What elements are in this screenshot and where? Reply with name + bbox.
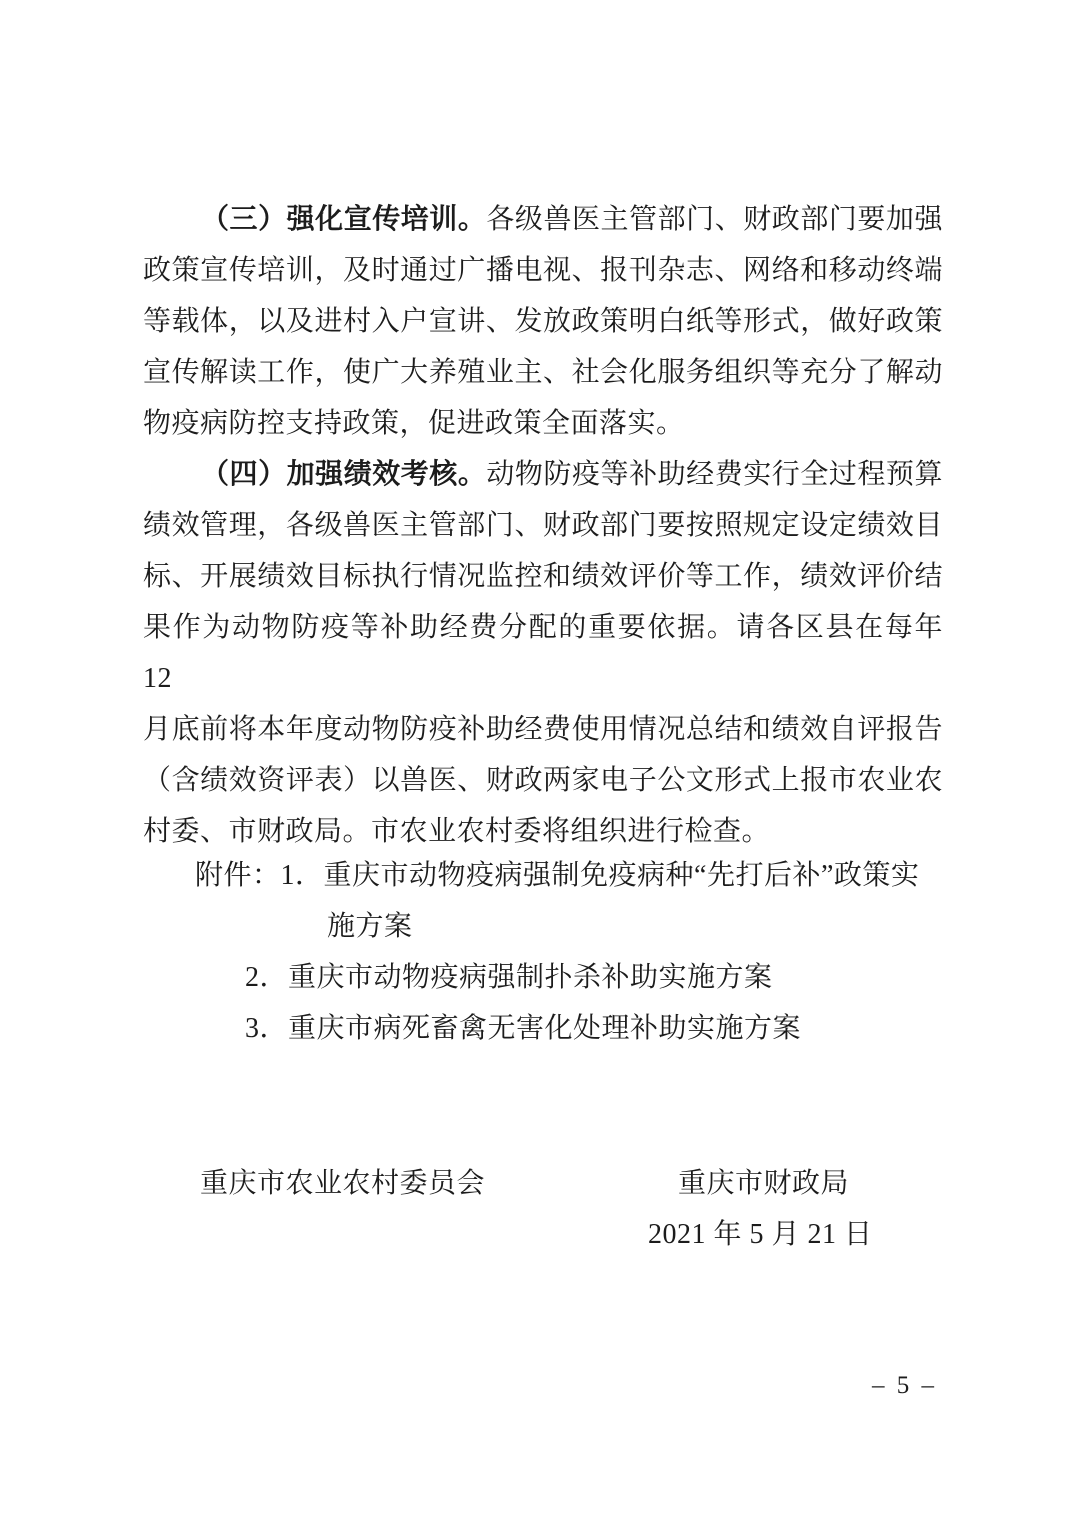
text-line: 宣传解读工作，使广大养殖业主、社会化服务组织等充分了解动	[143, 357, 943, 388]
text-line: 物疫病防控支持政策，促进政策全面落实。	[143, 408, 685, 439]
text-run: 各级兽医主管部门、财政部门要加强	[486, 204, 943, 235]
page-number: – 5 –	[872, 1372, 937, 1399]
section-heading-4: （四）加强绩效考核。	[201, 459, 487, 490]
text-line: 标、开展绩效目标执行情况监控和绩效评价等工作，绩效评价结	[143, 561, 943, 592]
attachment-list	[143, 850, 983, 1054]
text-line: 村委、市财政局。市农业农村委将组织进行检查。	[143, 816, 771, 847]
section-heading-3: （三）强化宣传培训。	[201, 204, 487, 235]
attachment-item-2: 2．重庆市动物疫病强制扑杀补助实施方案	[245, 962, 773, 993]
signature-date: 2021 年 5 月 21 日	[648, 1219, 873, 1250]
signature-org-left: 重庆市农业农村委员会	[200, 1168, 486, 1199]
attachment-item-1-wrap: 施方案	[327, 911, 413, 942]
attachment-title: 重庆市动物疫病强制免疫病种“先打后补”政策实	[323, 860, 920, 891]
text-line: 政策宣传培训，及时通过广播电视、报刊杂志、网络和移动终端	[143, 255, 943, 286]
text-line	[143, 449, 943, 500]
text-line: 月底前将本年度动物防疫补助经费使用情况总结和绩效自评报告	[143, 714, 943, 745]
document-body	[143, 194, 943, 857]
text-line: 绩效管理，各级兽医主管部门、财政部门要按照规定设定绩效目	[143, 510, 943, 541]
signature-org-right: 重庆市财政局	[678, 1168, 850, 1199]
text-line: （含绩效资评表）以兽医、财政两家电子公文形式上报市农业农	[143, 765, 943, 796]
text-line	[143, 194, 943, 245]
attachment-item-3: 3．重庆市病死畜禽无害化处理补助实施方案	[245, 1013, 802, 1044]
signature-block	[143, 1158, 943, 1268]
attachment-number: 1．	[280, 860, 324, 891]
attachment-item-1	[143, 850, 983, 901]
text-line: 等载体，以及进村入户宣讲、发放政策明白纸等形式，做好政策	[143, 306, 943, 337]
attachment-label: 附件：	[195, 860, 281, 891]
text-line: 果作为动物防疫等补助经费分配的重要依据。请各区县在每年 12	[143, 612, 943, 694]
text-run: 动物防疫等补助经费实行全过程预算	[486, 459, 943, 490]
